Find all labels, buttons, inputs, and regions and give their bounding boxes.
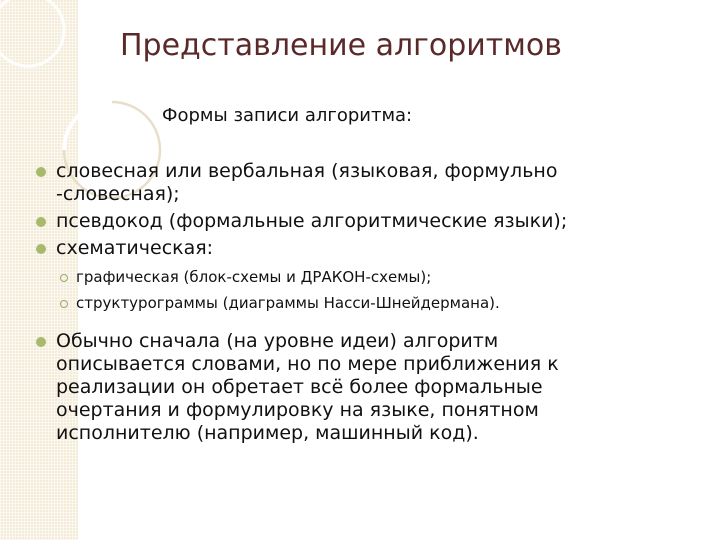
bullet-icon [36,337,46,347]
list-item [56,210,596,233]
sub-bullet-icon [60,300,68,308]
slide-title: Представление алгоритмов [120,28,562,63]
list-item [56,330,596,445]
slide-subtitle: Формы записи алгоритма: [162,105,413,126]
bullet-icon [36,167,46,177]
bullet-list [56,160,596,449]
bullet-icon [36,244,46,254]
bullet-text: псевдокод (формальные алгоритмические языки); [56,210,568,232]
bullet-text: Обычно сначала (на уровне идеи) алгоритм описывается словами, но по мере приближения к реализации он обретает всё более формальные очертания и формулировку на языке, понятном исполнителю (например, машинный код). [56,330,559,444]
sub-list-item [76,292,596,314]
list-item [56,160,596,206]
bullet-icon [36,217,46,227]
sub-bullet-icon [60,274,68,282]
sub-list-item [76,266,596,288]
list-item [56,237,596,314]
bullet-text: схематическая: [56,237,214,259]
sub-bullet-text: структурограммы (диаграммы Насси-Шнейдермана). [76,294,500,312]
bullet-text: словесная или вербальная (языковая, формульно -словесная); [56,160,558,205]
sub-bullet-list [76,266,596,314]
sub-bullet-text: графическая (блок-схемы и ДРАКОН-схемы); [76,268,432,286]
